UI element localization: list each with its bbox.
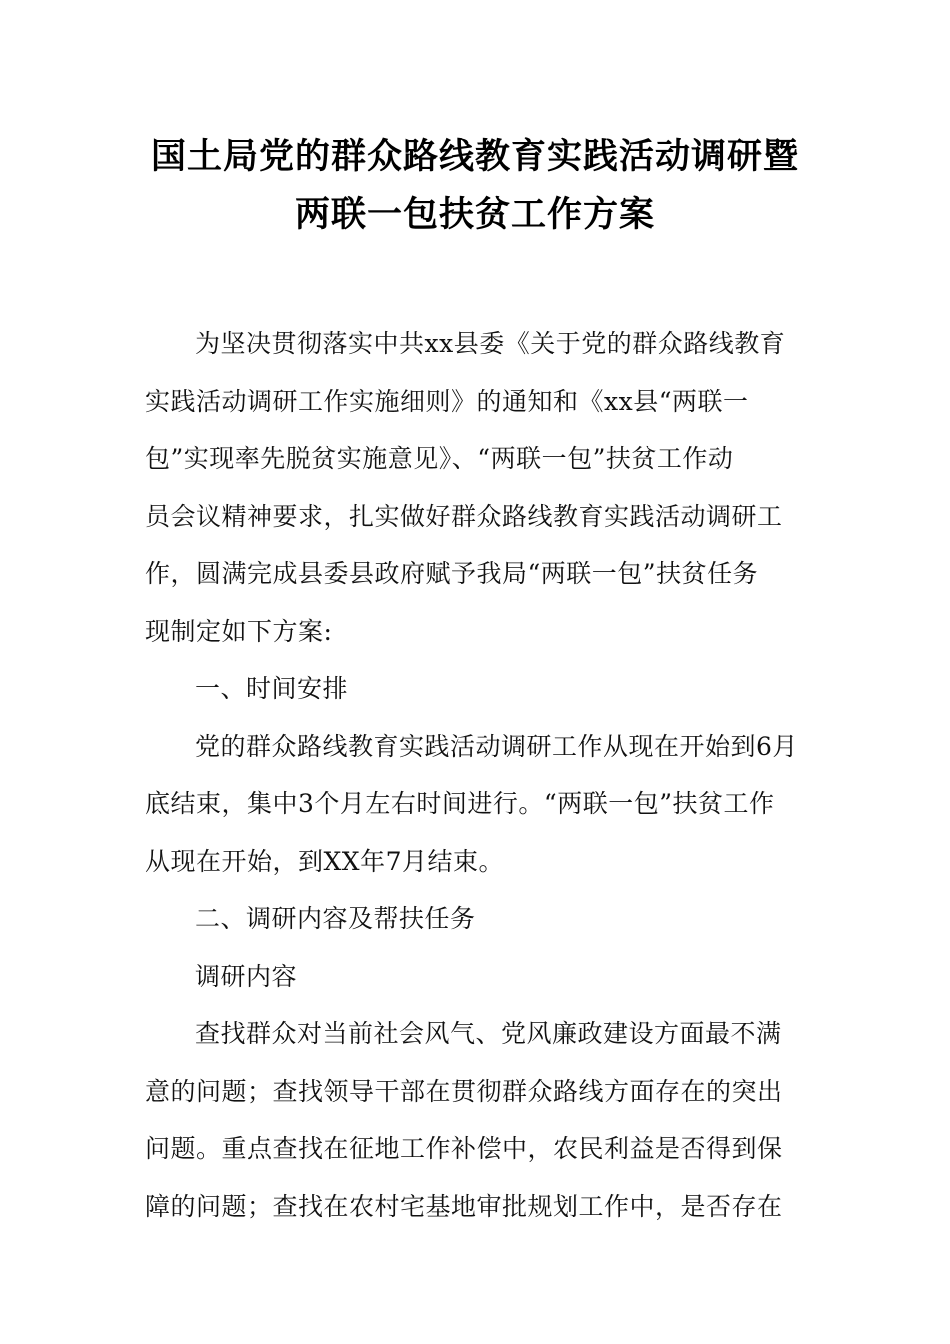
title-line-2: 两联一包扶贫工作方案	[294, 195, 655, 235]
paragraph-intro	[145, 315, 810, 660]
paragraph-line: 作，圆满完成县委县政府赋予我局“两联一包”扶贫任务	[145, 559, 759, 588]
heading-text: 调研内容	[195, 961, 298, 991]
document-title	[0, 128, 950, 244]
section-heading-content-tasks	[145, 890, 810, 948]
paragraph-line: 现制定如下方案:	[145, 616, 333, 646]
subheading-research-content	[145, 948, 810, 1006]
title-line-1: 国土局党的群众路线教育实践活动调研暨	[150, 137, 799, 177]
section-heading-schedule	[145, 660, 810, 718]
paragraph-line: 员会议精神要求，扎实做好群众路线教育实践活动调研工	[145, 501, 783, 531]
paragraph-line: 包”实现率先脱贫实施意见》、“两联一包”扶贫工作动	[145, 444, 734, 473]
paragraph-schedule	[145, 718, 810, 891]
paragraph-line: 党的群众路线教育实践活动调研工作从现在开始到6月	[195, 731, 798, 761]
paragraph-line: 从现在开始，到XX年7月结束。	[145, 846, 505, 876]
paragraph-line: 底结束，集中3个月左右时间进行。“两联一包”扶贫工作	[145, 789, 775, 818]
paragraph-line: 问题。重点查找在征地工作补偿中，农民利益是否得到保	[145, 1134, 783, 1163]
paragraph-line: 障的问题；查找在农村宅基地审批规划工作中，是否存在	[145, 1191, 783, 1221]
document-body	[145, 315, 810, 1235]
paragraph-line: 查找群众对当前社会风气、党风廉政建设方面最不满	[195, 1019, 782, 1048]
paragraph-line: 实践活动调研工作实施细则》的通知和《xx县“两联一	[145, 386, 749, 416]
paragraph-research-content	[145, 1005, 810, 1235]
paragraph-line: 意的问题；查找领导干部在贯彻群众路线方面存在的突出	[145, 1076, 783, 1106]
paragraph-line: 为坚决贯彻落实中共xx县委《关于党的群众路线教育	[195, 329, 786, 358]
heading-text: 一、时间安排	[195, 674, 349, 703]
heading-text: 二、调研内容及帮扶任务	[195, 904, 476, 933]
